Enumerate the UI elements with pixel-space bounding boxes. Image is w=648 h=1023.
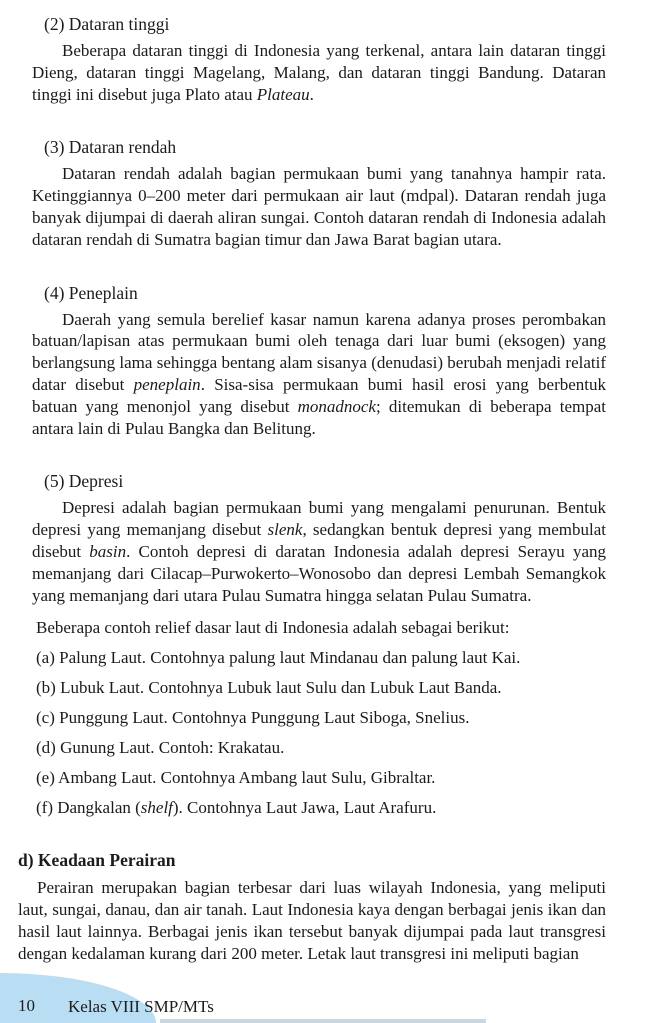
italic-term: Plateau: [256, 84, 310, 104]
text-run: (2) Dataran tinggi: [44, 14, 170, 34]
paragraph: [18, 877, 606, 964]
text-run: Beberapa contoh relief dasar laut di Indonesia adalah sebagai berikut:: [36, 618, 510, 638]
paragraph: [32, 163, 606, 250]
paragraph: [32, 309, 606, 440]
text-run: Perairan merupakan bagian terbesar dari luas wilayah Indonesia, yang meliputi laut, sungai, danau, dan air tanah. Laut Indonesia kaya dengan berbagai jenis ikan dan hasil laut lainnya. Berbagai jenis ikan tersebut banyak dijumpai pada laut transgresi dengan kedalaman kurang dari 200 meter. Letak laut transgresi ini meliputi bagian: [18, 878, 606, 963]
italic-term: shelf: [140, 798, 173, 818]
book-title: Kelas VIII SMP/MTs: [68, 997, 214, 1016]
text-run: . Sisa-sisa permukaan bumi hasil erosi yang berbentuk batuan yang menonjol yang disebut: [32, 374, 606, 416]
text-run: . Contoh depresi di daratan Indonesia adalah depresi Serayu yang memanjang dari Cilacap–Purwokerto–Wonosobo dan depresi Lembah Semangkok yang memanjang dari utara Pulau Sumatra hingga selatan Pulau Sumatra.: [32, 541, 606, 605]
list-item: [36, 647, 606, 669]
text-run: .: [309, 84, 314, 104]
text-run: (d) Gunung Laut. Contoh: Krakatau.: [36, 738, 285, 758]
italic-term: slenk: [267, 520, 303, 540]
text-run: ; ditemukan di beberapa tempat antara lain di Pulau Bangka dan Belitung.: [32, 396, 606, 438]
sub-section-heading: [44, 470, 606, 492]
text-run: (b) Lubuk Laut. Contohnya Lubuk laut Sulu dan Lubuk Laut Banda.: [36, 678, 502, 698]
text-run: (e) Ambang Laut. Contohnya Ambang laut Sulu, Gibraltar.: [36, 768, 436, 788]
text-run: (5) Depresi: [44, 471, 124, 492]
list-intro: [36, 617, 606, 639]
text-run: (c) Punggung Laut. Contohnya Punggung Laut Siboga, Snelius.: [36, 708, 470, 728]
sub-section-heading: [44, 13, 606, 35]
text-run: (f) Dangkalan (: [36, 798, 141, 818]
list-item: [36, 767, 606, 789]
text-run: ). Contohnya Laut Jawa, Laut Arafuru.: [172, 798, 437, 818]
text-run: Daerah yang semula berelief kasar namun karena adanya proses perombakan batuan/lapisan atas permukaan bumi oleh tenaga dari luar bumi (eksogen) yang berlangsung lama sehingga bentang alam sisanya (denudasi) berubah menjadi relatif datar disebut: [32, 309, 606, 394]
paragraph: [32, 40, 606, 105]
list-item: [36, 707, 606, 729]
footer-bottom-rule: [160, 1019, 486, 1023]
list-item: [36, 677, 606, 699]
italic-term: peneplain: [133, 374, 201, 394]
text-run: , sedangkan bentuk depresi yang membulat disebut: [32, 520, 606, 561]
sub-section-heading: [44, 282, 606, 304]
page-number: 10: [18, 996, 35, 1015]
section-heading: [18, 849, 606, 872]
text-run: Dataran rendah adalah bagian permukaan bumi yang tanahnya hampir rata. Ketinggiannya 0–200 meter dari permukaan air laut (mdpal). Dataran rendah juga banyak dijumpai di daerah aliran sungai. Contoh dataran rendah di Indonesia adalah dataran rendah di Sumatra bagian timur dan Jawa Barat bagian utara.: [32, 164, 606, 249]
text-run: Depresi adalah bagian permukaan bumi yang mengalami penurunan. Bentuk depresi yang memanjang disebut: [32, 498, 606, 540]
list-item: [36, 797, 606, 819]
sub-section-heading: [44, 136, 606, 158]
paragraph: [32, 497, 606, 606]
italic-term: basin: [89, 541, 127, 561]
page-content: [18, 13, 606, 965]
list-item: [36, 737, 606, 759]
text-run: (a) Palung Laut. Contohnya palung laut Mindanau dan palung laut Kai.: [36, 648, 521, 668]
text-run: Beberapa dataran tinggi di Indonesia yang terkenal, antara lain dataran tinggi Dieng, dataran tinggi Magelang, Malang, dan dataran tinggi Bandung. Dataran tinggi ini disebut juga Plato atau: [32, 41, 606, 104]
italic-term: monadnock: [297, 396, 376, 416]
text-run: (3) Dataran rendah: [44, 137, 177, 158]
text-run: (4) Peneplain: [44, 282, 138, 303]
text-run: d) Keadaan Perairan: [18, 850, 176, 871]
page-footer: [0, 971, 648, 1023]
